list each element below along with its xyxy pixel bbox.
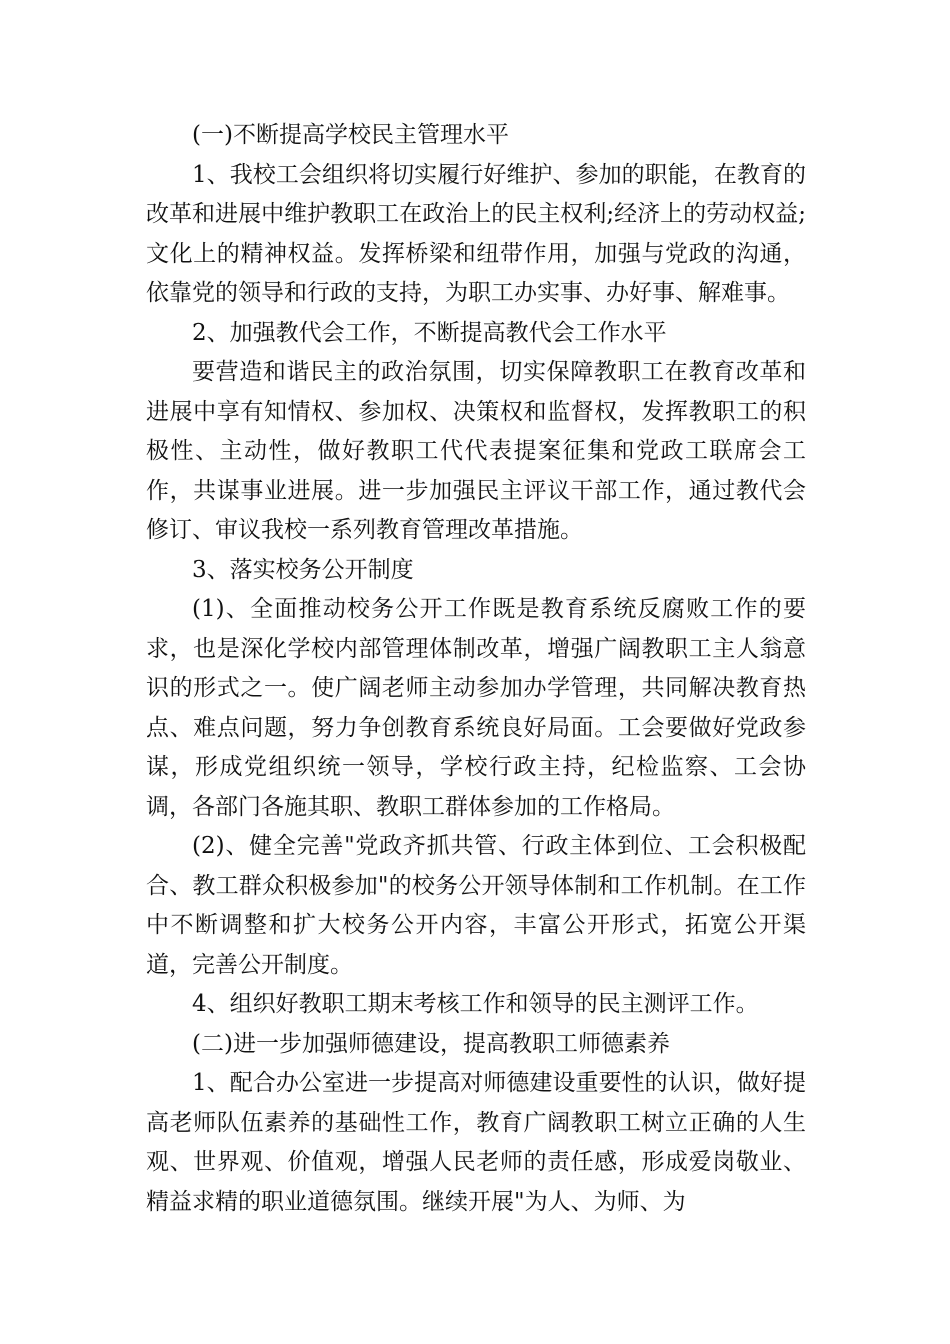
subheading-affairs-disclosure: 3、落实校务公开制度	[192, 556, 414, 583]
paragraph-disclosure-item-2: (2)、健全完善"党政齐抓共管、行政主体到位、工会积极配合、教工群众积极参加"的校务公开领导体制和工作机制。在工作中不断调整和扩大校务公开内容，丰富公开形式，拓宽公开渠道，完善公开制度。	[146, 833, 806, 978]
section-heading-teacher-ethics: (二)进一步加强师德建设，提高教职工师德素养	[192, 1030, 670, 1057]
paragraph-democratic-atmosphere: 要营造和谐民主的政治氛围，切实保障教职工在教育改革和进展中享有知情权、参加权、决策权和监督权，发挥教职工的积极性、主动性，做好教职工代代表提案征集和党政工联席会工作，共谋事业进展。进一步加强民主评议干部工作，通过教代会修订、审议我校一系列教育管理改革措施。	[146, 359, 806, 543]
paragraph-assessment-work: 4、组织好教职工期末考核工作和领导的民主测评工作。	[192, 991, 759, 1017]
paragraph-disclosure-item-1: (1)、全面推动校务公开工作既是教育系统反腐败工作的要求，也是深化学校内部管理体制改革，增强广阔教职工主人翁意识的形式之一。使广阔老师主动参加办学管理，共同解决教育热点、难点问题，努力争创教育系统良好局面。工会要做好党政参谋，形成党组织统一领导，学校行政主持，纪检监察、工会协调，各部门各施其职、教职工群体参加的工作格局。	[146, 596, 806, 820]
subheading-congress-work: 2、加强教代会工作，不断提高教代会工作水平	[192, 319, 667, 346]
paragraph-union-duties: 1、我校工会组织将切实履行好维护、参加的职能，在教育的改革和进展中维护教职工在政治上的民主权利;经济上的劳动权益;文化上的精神权益。发挥桥梁和纽带作用，加强与党政的沟通，依靠党的领导和行政的支持，为职工办实事、办好事、解难事。	[146, 161, 806, 306]
section-heading-democratic-management: (一)不断提高学校民主管理水平	[192, 122, 509, 148]
document-body	[146, 116, 806, 1222]
paragraph-ethics-item-1: 1、配合办公室进一步提高对师德建设重要性的认识，做好提高老师队伍素养的基础性工作，教育广阔教职工树立正确的人生观、世界观、价值观，增强人民老师的责任感，形成爱岗敬业、精益求精的职业道德氛围。继续开展"为人、为师、为	[146, 1070, 806, 1215]
